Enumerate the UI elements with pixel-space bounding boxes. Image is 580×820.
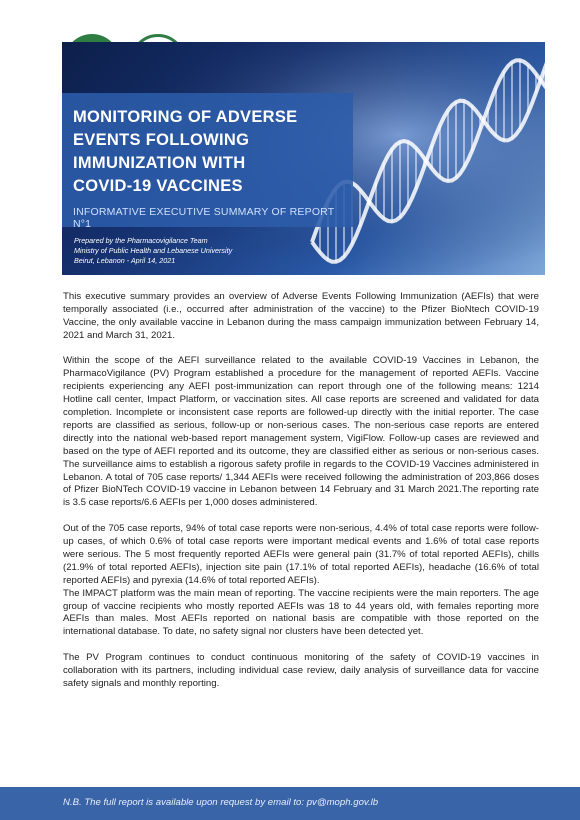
paragraph-continuation: The PV Program continues to conduct continuous monitoring of the safety of COVID-19 vaccines in collaboration with its partners, including individual case review, daily analysis of surveillance data for vaccine safety signals and monthly reporting. <box>63 652 539 689</box>
summary-body <box>63 291 539 704</box>
report-subtitle: INFORMATIVE EXECUTIVE SUMMARY OF REPORT N°1 <box>73 206 335 230</box>
credit-line-2: Ministry of Public Health and Lebanese University <box>74 246 233 255</box>
credit-line-1: Prepared by the Pharmacovigilance Team <box>74 236 208 245</box>
page-title <box>73 106 343 198</box>
footer-bar <box>0 787 580 820</box>
credit-line-3: Beirut, Lebanon - April 14, 2021 <box>74 256 176 265</box>
credits <box>74 236 274 266</box>
paragraph-reporting: The IMPACT platform was the main mean of reporting. The vaccine recipients were the main reporters. The age group of vaccine recipients who mostly reported AEFIs was 18 to 44 years old, with females reporting more AEFIs than males. Most AEFIs reported on national basis are compatible with those reported on the international database. To date, no safety signal nor clusters have been detected yet. <box>63 587 539 638</box>
paragraph-scope: Within the scope of the AEFI surveillance related to the available COVID-19 Vaccines in Lebanon, the PharmacoVigilance (PV) Program established a procedure for the management of reported AEFIs. Vaccine recipients experiencing any AEFI post-immunization can report through one of the following means: 1214 Hotline call center, Impact Platform, or vaccination sites. All case reports are screened and validated for data completion. Incomplete or inconsistent case reports are followed-up directly with the initial reporter. The case reports are classified as serious, follow-up or non-serious cases. The non-serious case reports are entered directly into the national web-based report management system, VigiFlow. Follow-up cases are reviewed and based on the type of AEFI reported and its outcome, they are classified either as serious or non-serious cases. The surveillance aims to establish a rigorous safety profile in regards to the COVID-19 Vaccines administered in Lebanon. A total of 705 case reports/ 1,344 AEFIs were received following the administration of 203,866 doses of Pfizer BioNTech COVID-19 vaccine in Lebanon between 14 February and 31 March 2021.The reporting rate is 3.5 case reports/6.6 AEFIs per 1,000 doses administered. <box>63 355 539 509</box>
paragraph-intro: This executive summary provides an overview of Adverse Events Following Immunization (AEFIs) that were temporally associated (i.e., occurred after administration of the vaccine) to the Pfizer BioNtech COVID-19 Vaccine, the only available vaccine in Lebanon during the mass campaign immunization between February 14, 2021 and March 31, 2021. <box>63 291 539 341</box>
title-line-4: COVID-19 VACCINES <box>73 177 243 195</box>
paragraph-results: Out of the 705 case reports, 94% of total case reports were non-serious, 4.4% of total case reports were follow-up cases, of which 0.6% of total case reports were important medical events and 1.6% of total case reports were serious. The 5 most frequently reported AEFIs were general pain (31.7% of total reported AEFIs), chills (21.9% of total reported AEFIs), injection site pain (17.1% of total reported AEFIs), headache (16.6% of total reported AEFIs) and pyrexia (14.6% of total reported AEFIs). <box>63 523 539 586</box>
title-box <box>62 93 353 230</box>
title-line-2: EVENTS FOLLOWING <box>73 131 250 149</box>
footer-note: N.B. The full report is available upon request by email to: pv@moph.gov.lb <box>63 797 379 808</box>
title-line-1: MONITORING OF ADVERSE <box>73 108 298 126</box>
title-line-3: IMMUNIZATION WITH <box>73 154 246 172</box>
